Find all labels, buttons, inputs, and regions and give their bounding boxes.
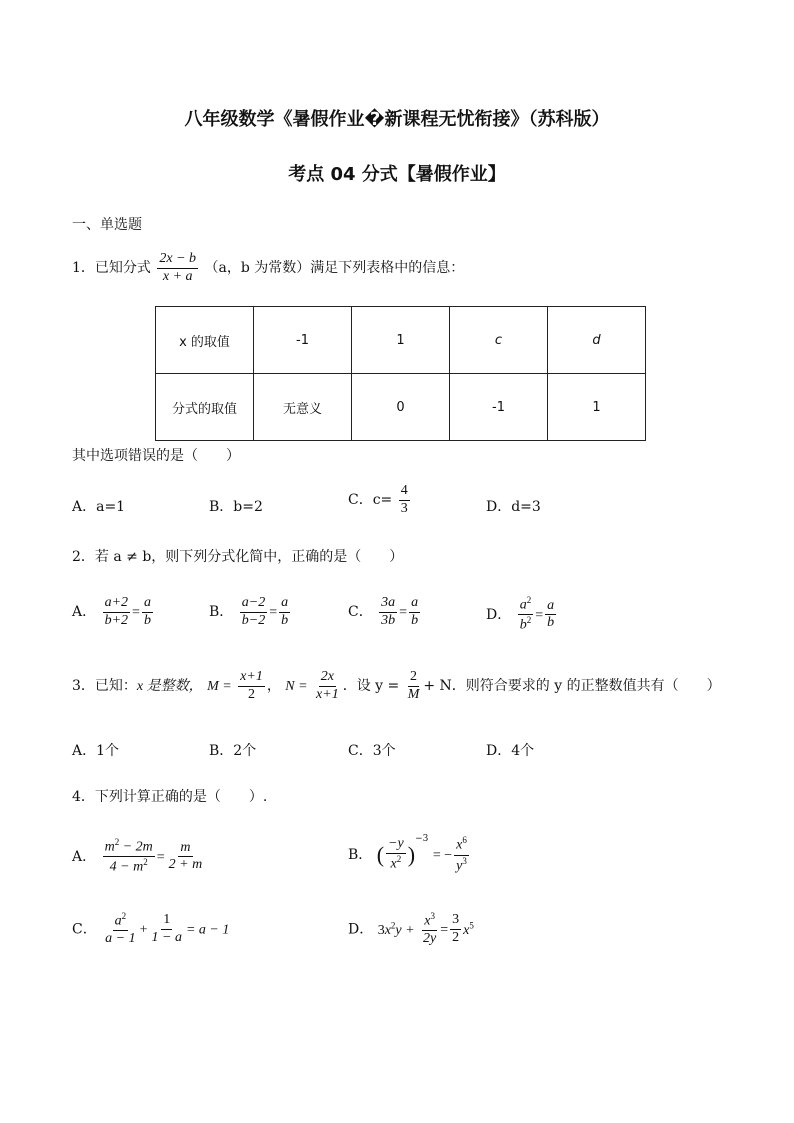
q1-suffix: （a，b 为常数）满足下列表格中的信息： [204, 260, 465, 277]
q4-option-a: A． $\frac{m^2 - 2m}{4 - m^2}$ = $\frac{m}{2 + m}$ [72, 837, 203, 875]
q3-option-d: D．4个 [486, 743, 535, 759]
option-label: D． [348, 921, 374, 938]
frac [240, 596, 267, 628]
table-cell: 1 [548, 374, 646, 441]
frac-den: 1 − a [151, 930, 182, 946]
frac-num: 3a [379, 596, 397, 613]
q1-info-table [155, 306, 646, 441]
frac-den: b [281, 612, 289, 628]
frac [454, 836, 469, 874]
frac-num: $a^2$ [113, 912, 129, 931]
frac-num: 2 [408, 670, 419, 687]
q1-option-c-label: C．c= [348, 492, 393, 509]
q1-option-b: B．b=2 [209, 499, 263, 515]
q3-set: ．设 y = [342, 678, 400, 695]
frac-num: a [142, 596, 153, 613]
q3-n: N = [285, 679, 308, 695]
frac-den: 2 [452, 930, 460, 946]
frac [103, 838, 155, 876]
frac [150, 913, 184, 945]
frac-num: 1 [161, 913, 172, 930]
frac-num: x+1 [238, 670, 265, 687]
question-2-stem: 2．若 a ≠ b，则下列分式化简中，正确的是（ ） [72, 549, 404, 565]
q4-d-rhs: $x^5$ [463, 919, 474, 938]
question-1-stem [72, 252, 464, 284]
frac-den: 3 [400, 500, 408, 516]
q3-prefix: 3．已知： [72, 678, 137, 695]
document-title: 八年级数学《暑假作业�新课程无忧衔接》（苏科版） [184, 109, 610, 130]
q2-option-c: C． $\frac{3a}{3b}$ = $\frac{a}{b}$ [348, 595, 419, 628]
frac [103, 912, 137, 947]
frac-den: 2 [247, 686, 255, 702]
frac-den: a − 1 [105, 931, 136, 947]
q3-n-frac [314, 670, 341, 702]
frac-den: $b^2$ [519, 615, 532, 633]
frac-num: $m^2 - 2m$ [103, 838, 155, 857]
frac-num: $x^3$ [422, 912, 437, 931]
frac-num: a [409, 596, 420, 613]
table-cell: -1 [254, 307, 352, 374]
q1-option-a: A．a=1 [72, 499, 126, 515]
frac-den: $4 - m^2$ [109, 857, 148, 875]
table-cell: x 的取值 [156, 307, 254, 374]
q1-frac-num: 2x − b [157, 252, 198, 269]
q3-y-frac [406, 670, 422, 702]
frac-num: $a^2$ [518, 596, 534, 615]
frac-num: m [178, 841, 192, 858]
q1-frac-den: x + a [162, 268, 193, 284]
q3-option-b: B．2个 [209, 743, 257, 759]
question-3-stem: 3．已知：x 是整数， M = $\frac{x+1}{2}$ ， N = $\frac{2x}{x+1}$ ．设 y = $\frac{2}{M}$ + N．则符合要求的 y 的正整数值共有（ ） [72, 669, 721, 702]
q1-option-c [348, 484, 412, 516]
table-cell: 1 [352, 307, 450, 374]
q3-m-frac [238, 670, 265, 702]
frac-den: 2y [423, 931, 437, 947]
q1-option-c-frac [399, 484, 410, 516]
frac [450, 913, 461, 945]
frac-den: M [407, 686, 420, 702]
frac [379, 596, 397, 628]
q2-option-d: D． $\frac{a^2}{b^2}$ = $\frac{a}{b}$ [486, 595, 555, 633]
option-label: C． [348, 604, 373, 621]
table-cell: 无意义 [254, 374, 352, 441]
option-label: A． [72, 604, 97, 621]
frac [279, 596, 290, 628]
q4-c-rhs: = a − 1 [185, 922, 230, 938]
frac-den: x+1 [316, 686, 339, 702]
q3-plus-n: + N．则符合要求的 y 的正整数值共有（ ） [423, 678, 721, 695]
option-label: B． [348, 847, 373, 863]
frac-num: −y [386, 837, 406, 854]
frac [386, 837, 406, 872]
table-row [156, 374, 646, 441]
frac-den: b [143, 612, 151, 628]
table-cell: d [548, 307, 646, 374]
frac-den: $y^3$ [456, 855, 467, 874]
paren-open: ( [376, 842, 385, 867]
frac-num: a [279, 596, 290, 613]
table-cell: 0 [352, 374, 450, 441]
option-label: A． [72, 848, 97, 865]
frac [103, 596, 130, 628]
q4-option-c: C． $\frac{a^2}{a - 1}$ + $\frac{1}{1 - a}$ = a − 1 [72, 911, 230, 947]
q2-option-b: B． $\frac{a-2}{b-2}$ = $\frac{a}{b}$ [209, 595, 289, 628]
frac-num: $x^6$ [454, 836, 469, 855]
frac [421, 912, 438, 947]
frac-den: $x^2$ [390, 854, 402, 872]
frac [518, 596, 534, 634]
q1-prompt: 其中选项错误的是（ ） [72, 448, 240, 464]
table-row [156, 307, 646, 374]
frac [545, 599, 556, 631]
frac-den: 3b [381, 612, 396, 628]
frac [409, 596, 420, 628]
option-label: D． [486, 606, 512, 623]
frac-den: b [547, 615, 555, 631]
q3-x-text: x 是整数， [136, 679, 203, 695]
document-subtitle: 考点 04 分式【暑假作业】 [288, 164, 506, 185]
frac-den: b+2 [104, 612, 129, 628]
q1-fraction [157, 252, 198, 284]
q1-option-d: D．d=3 [486, 499, 541, 515]
frac-num: a+2 [103, 596, 130, 613]
frac-den: b−2 [241, 612, 266, 628]
table-cell: -1 [450, 374, 548, 441]
q2-option-a: A． $\frac{a+2}{b+2}$ = $\frac{a}{b}$ [72, 595, 151, 628]
frac-num: 4 [399, 484, 410, 501]
q3-option-c: C．3个 [348, 743, 396, 759]
frac-num: 2x [319, 670, 336, 687]
question-4-stem: 4．下列计算正确的是（ ）. [72, 789, 268, 805]
section-heading: 一、单选题 [72, 217, 142, 233]
q4-option-b: B． ( $\frac{-y}{x^2}$ )$^{-3}$ = − $\frac{x^6}{y^3}$ [348, 834, 467, 874]
paren-close: ) [407, 842, 416, 867]
frac-num: a−2 [240, 596, 267, 613]
frac-num: a [545, 599, 556, 616]
option-label: B． [209, 604, 234, 621]
frac-den: 2 + m [168, 857, 203, 873]
table-cell: c [450, 307, 548, 374]
frac-den: b [411, 612, 419, 628]
table-cell: 分式的取值 [156, 374, 254, 441]
option-label: C． [72, 921, 97, 938]
q4-option-d: D． $3x^2y$ + $\frac{x^3}{2y}$ = $\frac{3}{2}$ $x^5$ [348, 911, 474, 947]
q3-m: M = [207, 679, 232, 695]
frac-num: 3 [450, 913, 461, 930]
q1-prefix: 1．已知分式 [72, 260, 151, 277]
q4-d-term: $3x^2y$ + [377, 919, 415, 938]
frac [167, 841, 205, 873]
q3-option-a: A．1个 [72, 743, 120, 759]
frac [142, 596, 153, 628]
